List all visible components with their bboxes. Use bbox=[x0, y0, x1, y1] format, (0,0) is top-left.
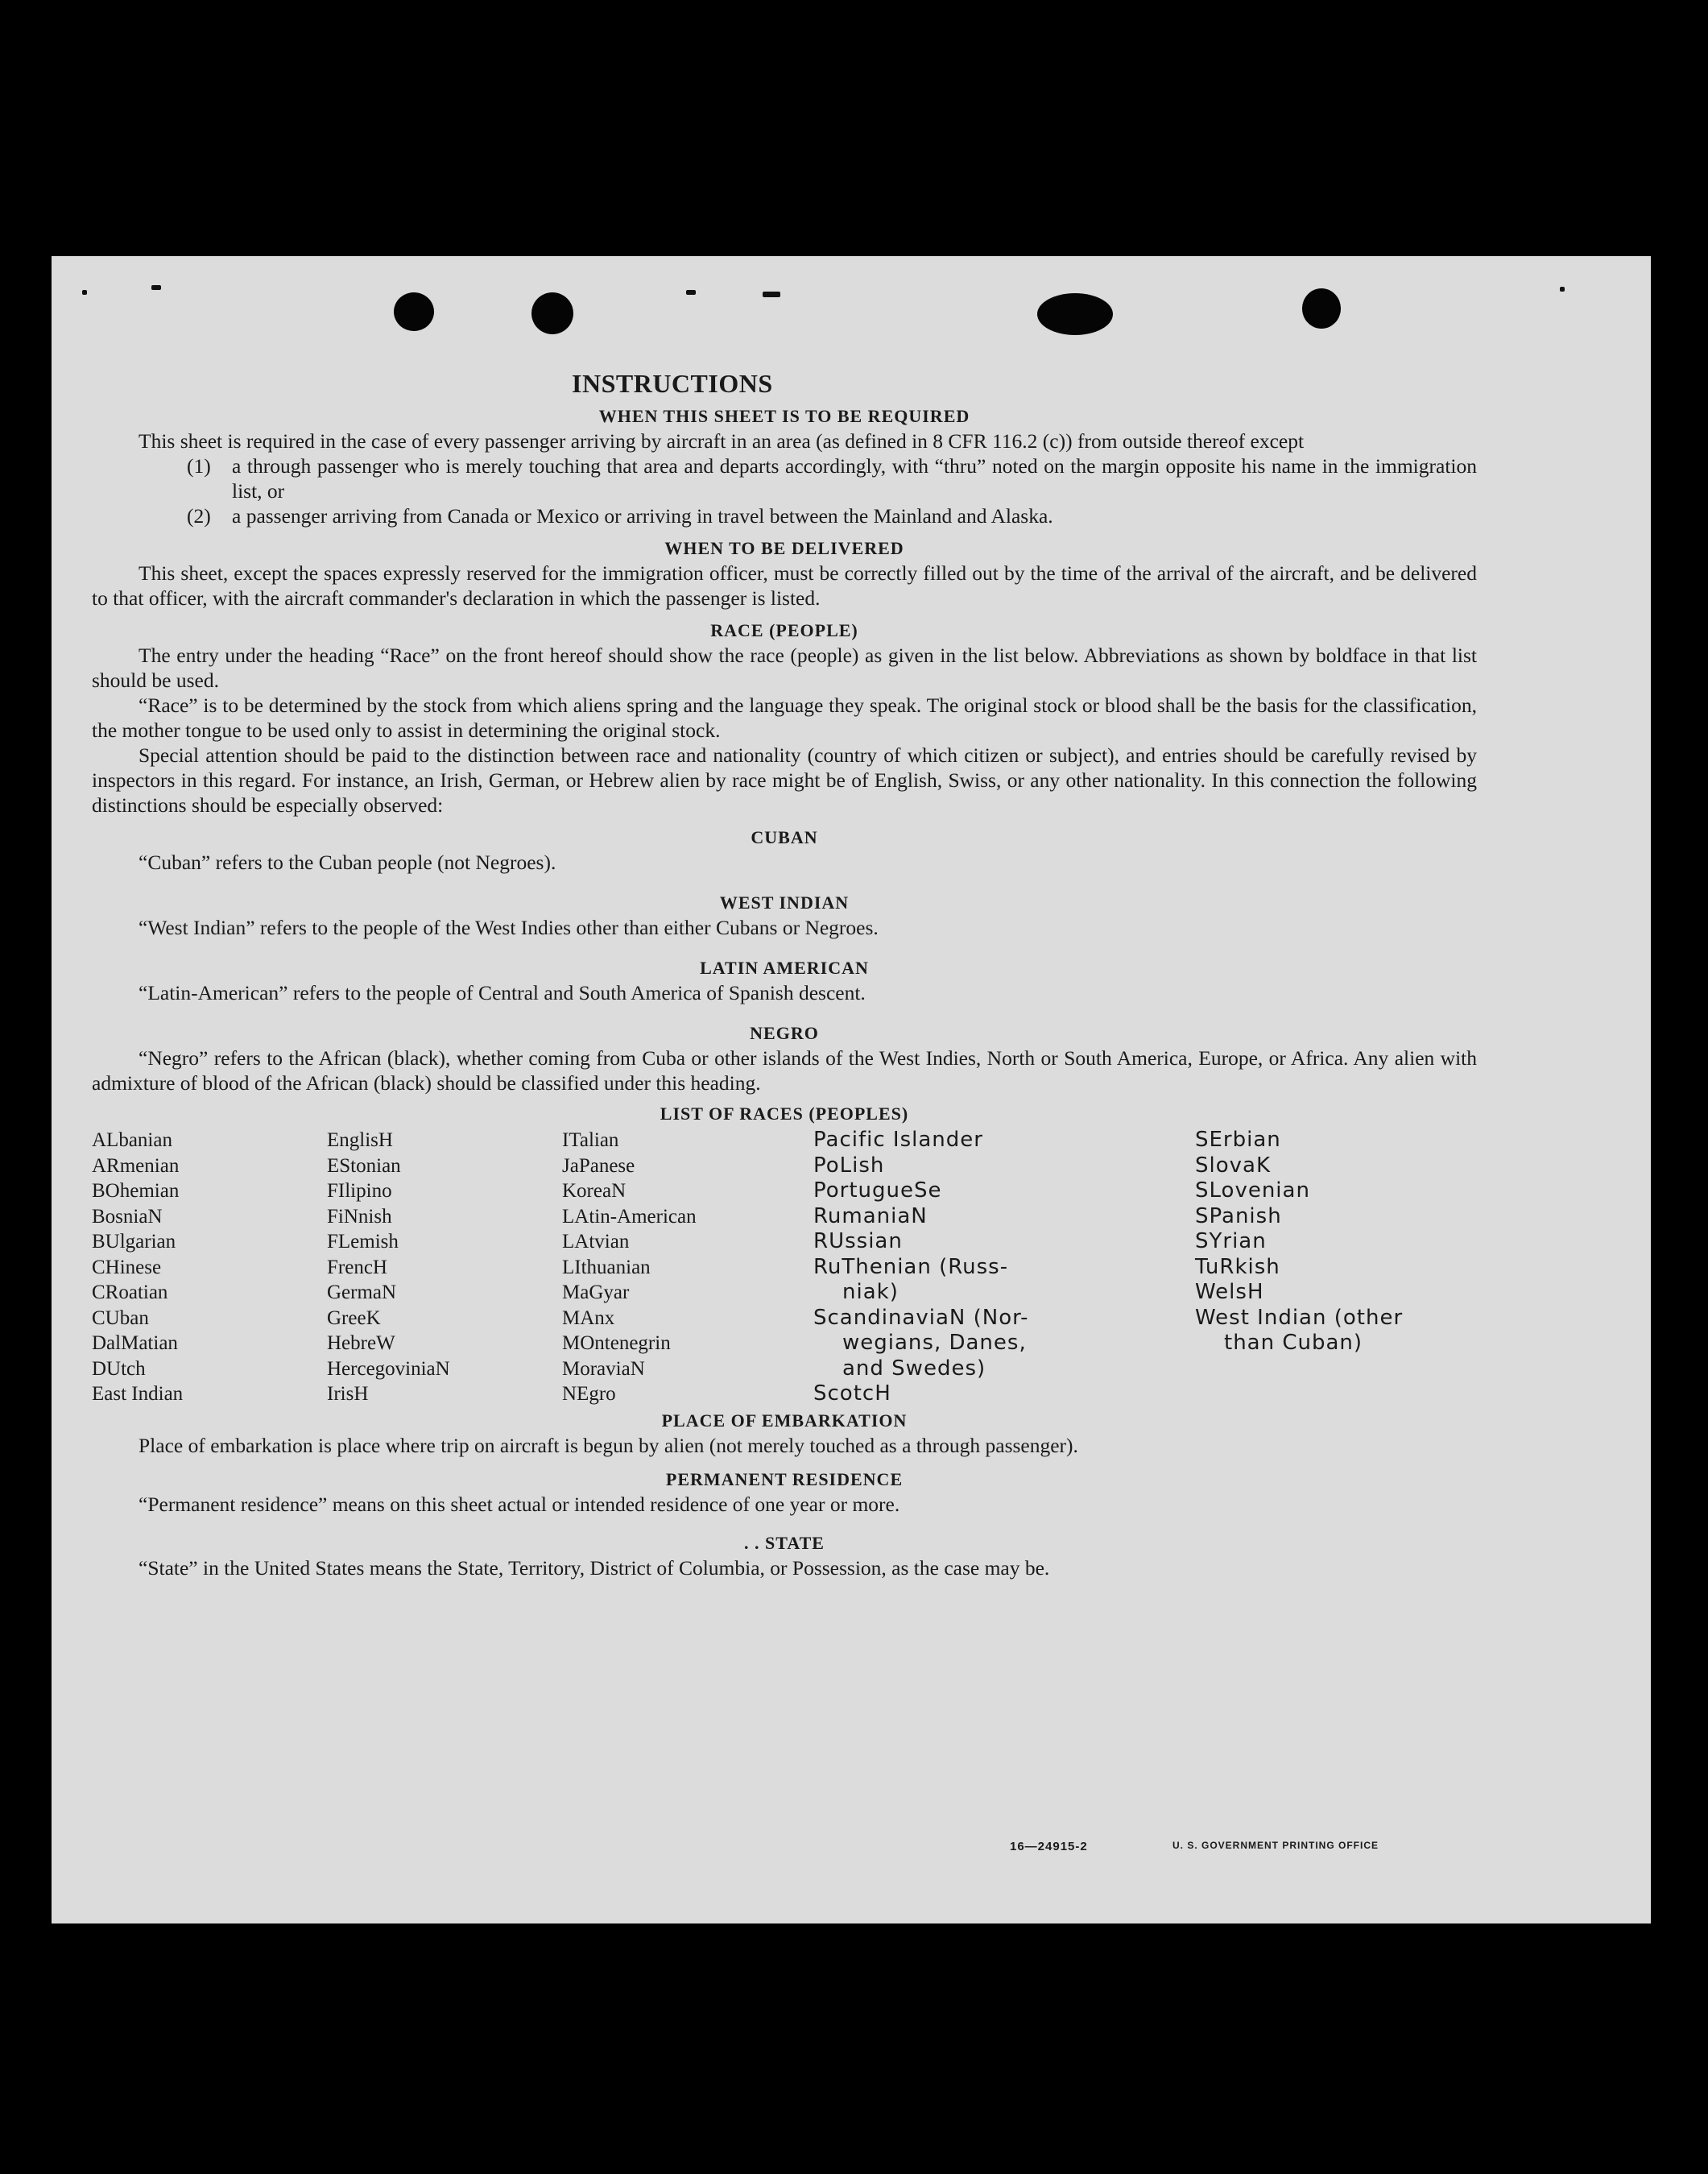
race-entry: BUlgarian bbox=[92, 1231, 176, 1253]
paragraph: “West Indian” refers to the people of the West Indies other than either Cubans or Negroes. bbox=[139, 916, 879, 939]
section-heading: WEST INDIAN bbox=[719, 892, 850, 913]
paragraph: “Cuban” refers to the Cuban people (not Negroes). bbox=[139, 851, 556, 874]
section-heading: WHEN TO BE DELIVERED bbox=[664, 538, 904, 558]
race-entry: GreeK bbox=[327, 1306, 381, 1329]
punch-hole bbox=[394, 292, 434, 331]
race-entry: ScotcH bbox=[813, 1381, 891, 1406]
paper-speck bbox=[763, 292, 780, 297]
paragraph: Place of embarkation is place where trip on aircraft is begun by alien (not merely touched as a through passenger). bbox=[139, 1433, 1078, 1457]
section-heading: PLACE OF EMBARKATION bbox=[661, 1410, 908, 1431]
race-entry: SErbian bbox=[1195, 1128, 1281, 1152]
section-heading: LIST OF RACES (PEOPLES) bbox=[660, 1104, 909, 1124]
race-entry: wegians, Danes, bbox=[842, 1331, 1027, 1355]
race-entry: HercegoviniaN bbox=[327, 1357, 450, 1380]
race-entry: ARmenian bbox=[92, 1154, 180, 1177]
races-column bbox=[327, 1128, 562, 1407]
race-entry: FLemish bbox=[327, 1231, 399, 1253]
race-entry: PoLish bbox=[813, 1153, 885, 1178]
race-entry: and Swedes) bbox=[842, 1356, 986, 1381]
race-entry: RUssian bbox=[813, 1229, 903, 1253]
race-entry: than Cuban) bbox=[1224, 1331, 1363, 1355]
race-entry: ITalian bbox=[562, 1129, 619, 1151]
paragraph: “Latin-American” refers to the people of Central and South America of Spanish descent. bbox=[139, 981, 866, 1004]
race-entry: FrencH bbox=[327, 1256, 387, 1278]
race-entry: CUban bbox=[92, 1306, 149, 1329]
list-item bbox=[187, 503, 1477, 528]
race-entry: FiNnish bbox=[327, 1205, 392, 1228]
race-entry: BosniaN bbox=[92, 1205, 163, 1228]
section-heading: CUBAN bbox=[751, 827, 818, 847]
race-entry: WelsH bbox=[1195, 1280, 1264, 1304]
list-text: a through passenger who is merely touching that area and departs accordingly, with “thru” noted on the margin opposite his name in the immigration list, or bbox=[232, 454, 1477, 503]
paper-speck bbox=[82, 290, 87, 295]
list-number: (2) bbox=[187, 504, 211, 528]
paragraph: This sheet, except the spaces expressly reserved for the immigration officer, must be correctly filled out by the time of the arrival of the aircraft, and be delivered to that officer, with the aircraft commander's declaration in which the passenger is listed. bbox=[92, 561, 1477, 610]
paragraph: “State” in the United States means the State, Territory, District of Columbia, or Possession, as the case may be. bbox=[139, 1555, 1050, 1580]
race-entry: ScandinaviaN (Nor- bbox=[813, 1305, 1029, 1330]
list-number: (1) bbox=[187, 454, 211, 478]
race-entry: PortugueSe bbox=[813, 1178, 942, 1203]
races-column bbox=[813, 1128, 1195, 1407]
race-entry: NEgro bbox=[562, 1383, 616, 1405]
paper-speck bbox=[1560, 287, 1565, 292]
race-entry: GermaN bbox=[327, 1282, 397, 1303]
race-entry: HebreW bbox=[327, 1332, 395, 1354]
page-title: INSTRUCTIONS bbox=[572, 369, 773, 398]
race-entry: MAnx bbox=[562, 1306, 615, 1329]
races-column bbox=[562, 1128, 813, 1407]
paragraph: “Race” is to be determined by the stock from which aliens spring and the language they speak. The original stock or blood shall be the basis for the classification, the mother tongue to be used only to assist in determining the original stock. bbox=[92, 694, 1477, 742]
paragraph: The entry under the heading “Race” on the front hereof should show the race (people) as given in the list below. Abbreviations as shown by boldface in that list should be used. bbox=[92, 644, 1477, 692]
race-entry: LIthuanian bbox=[562, 1256, 651, 1278]
race-entry: ALbanian bbox=[92, 1129, 172, 1151]
paragraph: This sheet is required in the case of every passenger arriving by aircraft in an area (as defined in 8 CFR 116.2 (c)) from outside thereof except bbox=[139, 429, 1305, 453]
race-entry: West Indian (other bbox=[1195, 1305, 1404, 1330]
paper-speck bbox=[151, 285, 161, 290]
races-column bbox=[92, 1128, 327, 1407]
race-entry: DalMatian bbox=[92, 1332, 178, 1354]
race-entry: BOhemian bbox=[92, 1180, 180, 1202]
race-entry: RuThenian (Russ- bbox=[813, 1254, 1009, 1279]
race-entry: MOntenegrin bbox=[562, 1332, 671, 1354]
race-entry: RumaniaN bbox=[813, 1203, 928, 1228]
race-entry: CHinese bbox=[92, 1256, 162, 1278]
race-entry: CRoatian bbox=[92, 1282, 168, 1303]
paragraph: “Permanent residence” means on this sheet actual or intended residence of one year or more. bbox=[139, 1492, 900, 1516]
race-entry: niak) bbox=[842, 1280, 899, 1304]
paragraph: Special attention should be paid to the distinction between race and nationality (country of which citizen or subject), and entries should be carefully revised by inspectors in this regard. For instance, an Irish, German, or Hebrew alien by race might be of English, Swiss, or any other nationality. In this connection the following distinctions should be especially observed: bbox=[92, 743, 1477, 817]
race-entry: JaPanese bbox=[562, 1154, 635, 1177]
race-entry: KoreaN bbox=[562, 1180, 627, 1202]
punch-hole bbox=[531, 292, 573, 334]
race-entry: LAtin-American bbox=[562, 1205, 697, 1228]
race-entry: FIlipino bbox=[327, 1180, 392, 1202]
section-heading: RACE (PEOPLE) bbox=[710, 620, 858, 640]
race-entry: IrisH bbox=[327, 1383, 369, 1405]
races-column bbox=[1195, 1128, 1469, 1407]
race-entry: TuRkish bbox=[1195, 1254, 1280, 1279]
race-entry: EStonian bbox=[327, 1154, 401, 1177]
section-heading: PERMANENT RESIDENCE bbox=[665, 1468, 904, 1489]
race-entry: SlovaK bbox=[1195, 1153, 1272, 1178]
section-heading: . . STATE bbox=[744, 1532, 825, 1553]
section-heading: LATIN AMERICAN bbox=[700, 958, 869, 978]
instructions-body bbox=[92, 404, 1477, 1580]
printer-imprint: U. S. GOVERNMENT PRINTING OFFICE bbox=[1172, 1840, 1379, 1851]
paragraph: “Negro” refers to the African (black), whether coming from Cuba or other islands of the West Indies, North or South America, Europe, or Africa. Any alien with admixture of blood of the African (black) should be classified under this heading. bbox=[92, 1046, 1477, 1095]
race-entry: SLovenian bbox=[1195, 1178, 1310, 1203]
punch-hole bbox=[1302, 288, 1341, 329]
section-heading: NEGRO bbox=[750, 1023, 819, 1043]
list-text: a passenger arriving from Canada or Mexico or arriving in travel between the Mainland and Alaska. bbox=[232, 504, 1053, 528]
race-entry: SYrian bbox=[1195, 1229, 1267, 1253]
punch-hole bbox=[1037, 293, 1113, 335]
section-heading: WHEN THIS SHEET IS TO BE REQUIRED bbox=[598, 406, 970, 426]
race-entry: East Indian bbox=[92, 1383, 184, 1405]
race-entry: DUtch bbox=[92, 1357, 146, 1380]
races-list bbox=[92, 1128, 1477, 1407]
paper-speck bbox=[686, 290, 696, 295]
race-entry: SPanish bbox=[1195, 1203, 1282, 1228]
race-entry: MoraviaN bbox=[562, 1357, 645, 1380]
list-item bbox=[187, 453, 1477, 503]
race-entry: EnglisH bbox=[327, 1129, 393, 1151]
form-code: 16—24915-2 bbox=[1010, 1840, 1088, 1853]
race-entry: Pacific Islander bbox=[813, 1128, 983, 1152]
race-entry: MaGyar bbox=[562, 1282, 630, 1303]
race-entry: LAtvian bbox=[562, 1231, 630, 1253]
